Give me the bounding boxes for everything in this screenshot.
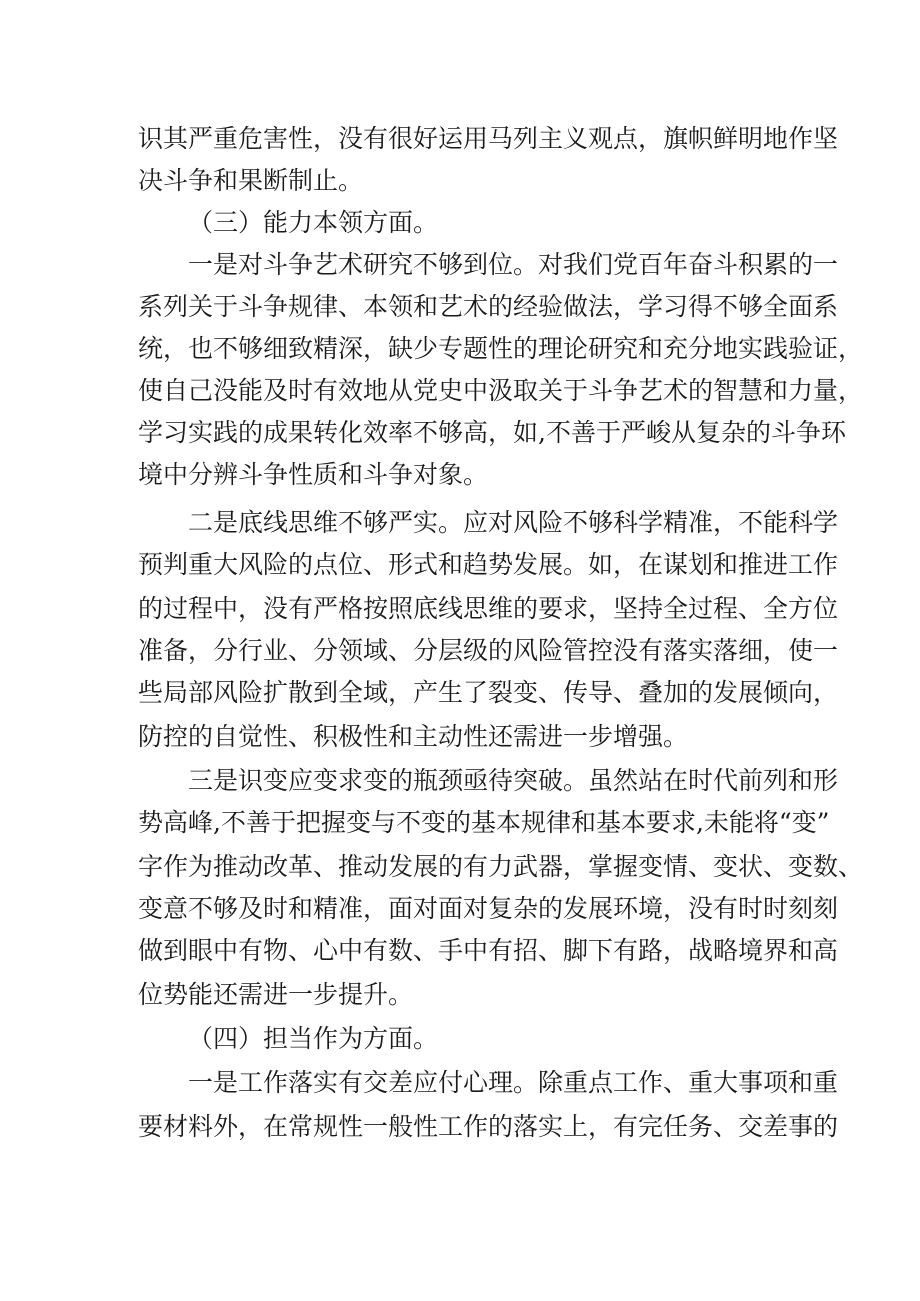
paragraph-line: 三是识变应变求变的瓶颈亟待突破。虽然站在时代前列和形 [188, 766, 839, 795]
paragraph-line: 识其严重危害性，没有很好运用马列主义观点，旗帜鲜明地作坚 [138, 124, 839, 153]
paragraph-line: 要材料外，在常规性一般性工作的落实上，有完任务、交差事的 [138, 1112, 839, 1141]
paragraph-line: 的过程中，没有严格按照底线思维的要求，坚持全过程、全方位 [138, 594, 839, 623]
section-heading-3: （三）能力本领方面。 [188, 208, 439, 237]
paragraph-line: 学习实践的成果转化效率不够高，如,不善于严峻从复杂的斗争环 [138, 418, 846, 447]
paragraph-line: 变意不够及时和精准，面对面对复杂的发展环境，没有时时刻刻 [138, 894, 839, 923]
paragraph-line: 统，也不够细致精深，缺少专题性的理论研究和充分地实践验证， [138, 334, 864, 363]
paragraph-line: 系列关于斗争规律、本领和艺术的经验做法，学习得不够全面系 [138, 292, 839, 321]
paragraph-line: 一是对斗争艺术研究不够到位。对我们党百年奋斗积累的一 [188, 250, 839, 279]
paragraph-line: 准备，分行业、分领域、分层级的风险管控没有落实落细，使一 [138, 636, 839, 665]
paragraph-line: 做到眼中有物、心中有数、手中有招、脚下有路，战略境界和高 [138, 936, 839, 965]
paragraph-line: 势高峰,不善于把握变与不变的基本规律和基本要求,未能将“变” [138, 808, 830, 837]
paragraph-line: 一是工作落实有交差应付心理。除重点工作、重大事项和重 [188, 1068, 839, 1097]
paragraph-line: 字作为推动改革、推动发展的有力武器，掌握变情、变状、变数、 [138, 852, 864, 881]
paragraph-line: 境中分辨斗争性质和斗争对象。 [138, 460, 489, 489]
paragraph-line: 位势能还需进一步提升。 [138, 980, 414, 1009]
paragraph-line: 些局部风险扩散到全域，产生了裂变、传导、叠加的发展倾向， [138, 678, 839, 707]
paragraph-line: 二是底线思维不够严实。应对风险不够科学精准，不能科学 [188, 508, 839, 537]
paragraph-line: 使自己没能及时有效地从党史中汲取关于斗争艺术的智慧和力量， [138, 376, 864, 405]
paragraph-line: 决斗争和果断制止。 [138, 166, 364, 195]
paragraph-line: 预判重大风险的点位、形式和趋势发展。如，在谋划和推进工作 [138, 550, 839, 579]
paragraph-line: 防控的自觉性、积极性和主动性还需进一步增强。 [138, 722, 689, 751]
section-heading-4: （四）担当作为方面。 [188, 1024, 439, 1053]
